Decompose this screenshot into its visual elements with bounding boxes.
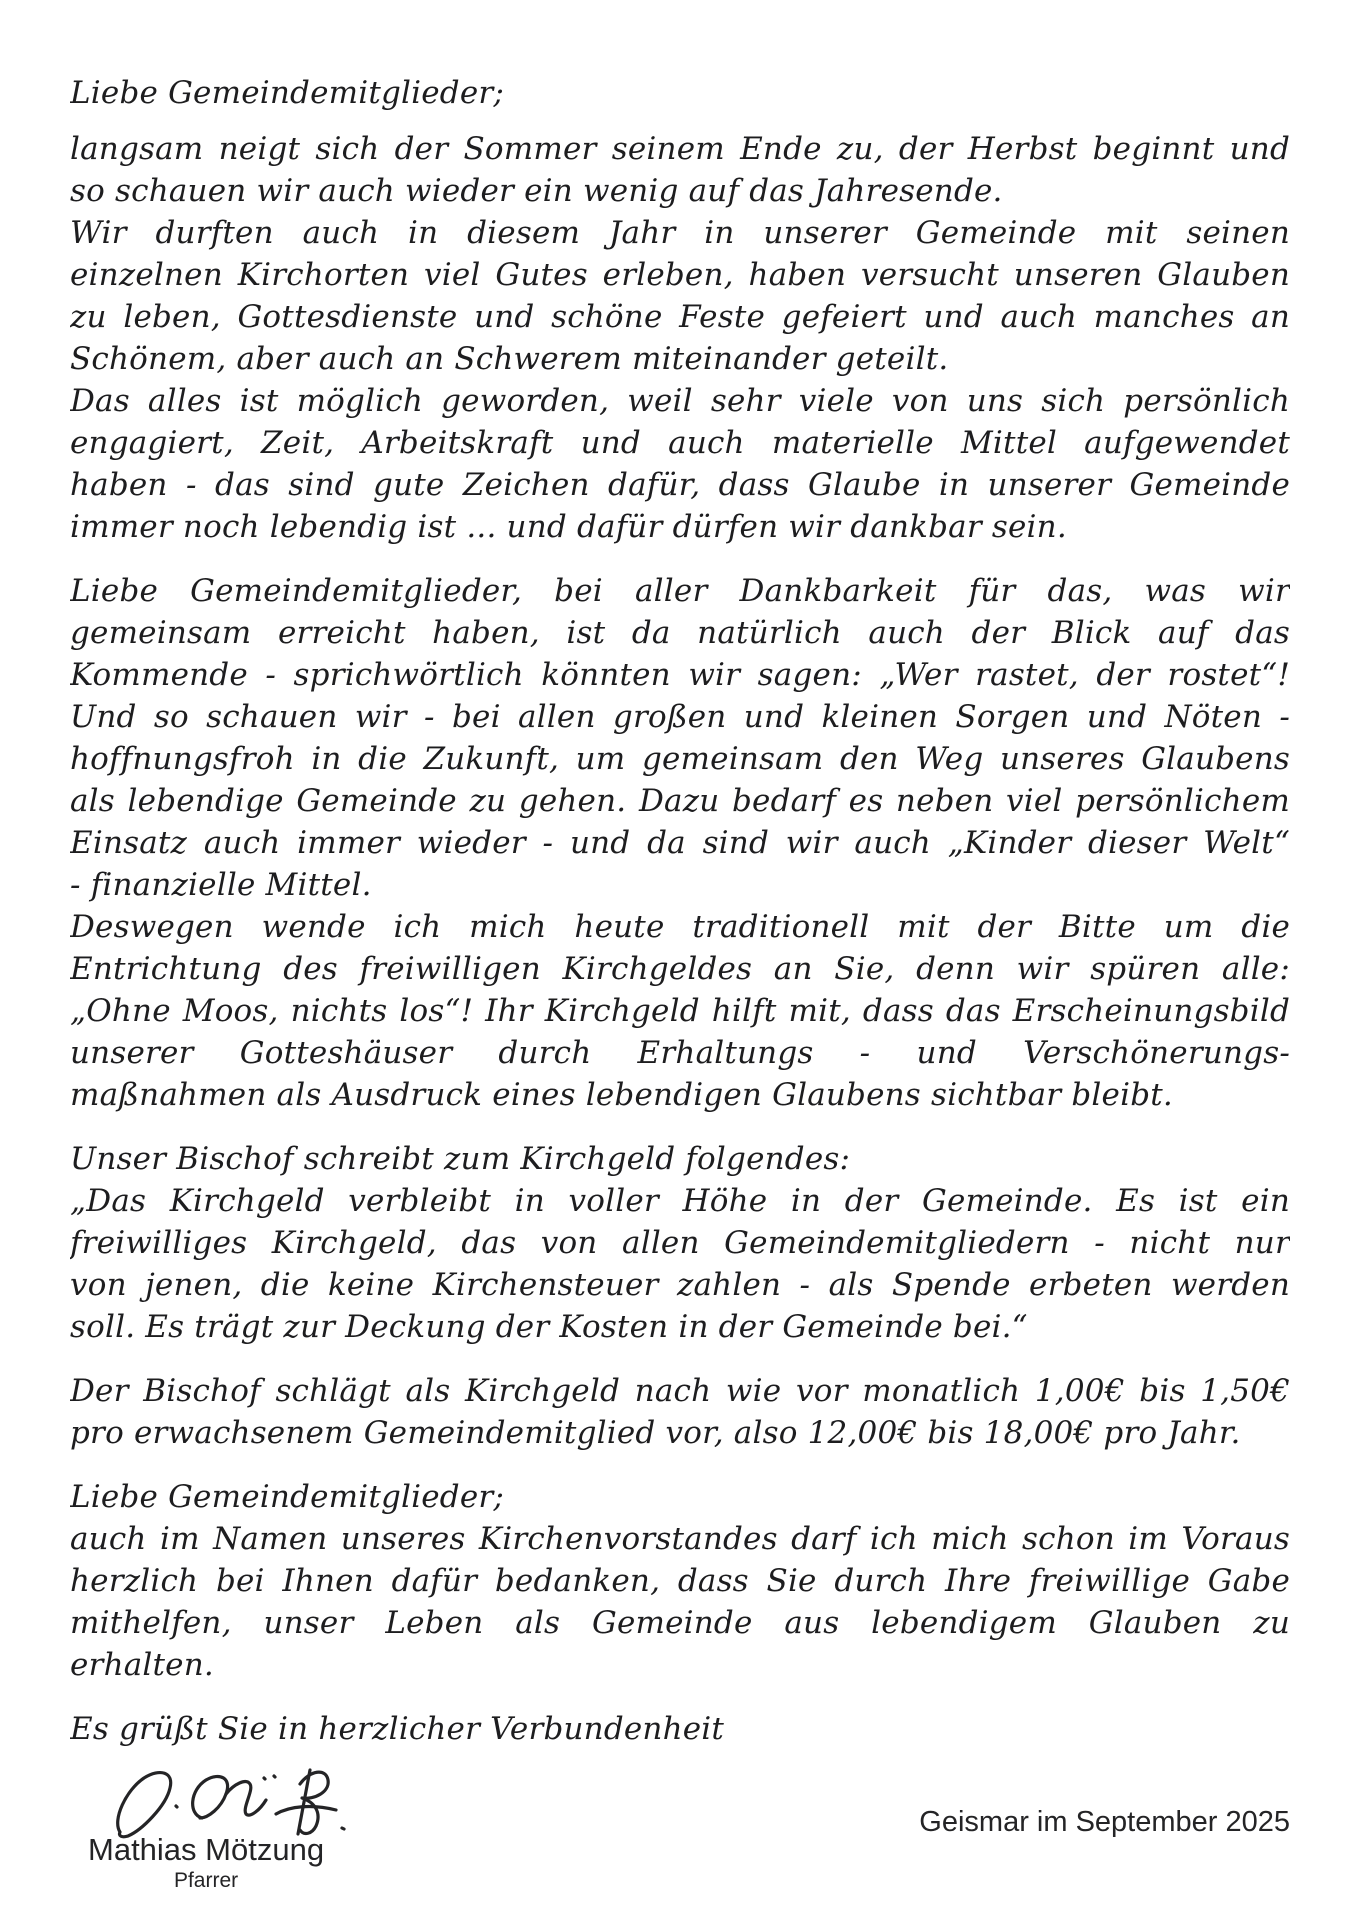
letter-body: [70, 72, 1290, 1750]
text-line: haben - das sind gute Zeichen dafür, dass Glaube in unserer Gemeinde: [70, 467, 1290, 503]
text-line: als lebendige Gemeinde zu gehen. Dazu bedarf es neben viel persönlichem: [70, 783, 1290, 819]
text-line: unserer Gotteshäuser durch Erhaltungs - und Verschönerungs-: [70, 1035, 1290, 1071]
text-line: Das alles ist möglich geworden, weil sehr viele von uns sich persönlich: [70, 383, 1290, 419]
text-line: Einsatz auch immer wieder - und da sind wir auch „Kinder dieser Welt“: [70, 825, 1290, 861]
signatory-name: Mathias Mötzung: [88, 1832, 325, 1867]
text-line: Liebe Gemeindemitglieder;: [70, 75, 505, 111]
paragraph: [70, 1138, 1290, 1348]
text-line: so schauen wir auch wieder ein wenig auf das Jahresende.: [70, 173, 1003, 209]
text-line: Liebe Gemeindemitglieder, bei aller Dankbarkeit für das, was wir: [70, 573, 1290, 609]
text-line: Liebe Gemeindemitglieder;: [70, 1479, 505, 1515]
text-line: Entrichtung des freiwilligen Kirchgeldes an Sie, denn wir spüren alle:: [70, 951, 1290, 987]
text-line: - finanzielle Mittel.: [70, 867, 372, 903]
place-and-date: Geismar im September 2025: [919, 1806, 1290, 1838]
text-line: erhalten.: [70, 1647, 214, 1683]
signatory-role: Pfarrer: [173, 1869, 239, 1892]
text-line: Und so schauen wir - bei allen großen und kleinen Sorgen und Nöten -: [70, 699, 1290, 735]
paragraph: [70, 570, 1290, 1116]
text-line: einzelnen Kirchorten viel Gutes erleben, haben versucht unseren Glauben: [70, 257, 1290, 293]
text-line: „Ohne Moos, nichts los“! Ihr Kirchgeld hilft mit, dass das Erscheinungsbild: [70, 993, 1290, 1029]
text-line: Kommende - sprichwörtlich könnten wir sagen: „Wer rastet, der rostet“!: [70, 657, 1290, 693]
text-line: Unser Bischof schreibt zum Kirchgeld folgendes:: [70, 1141, 851, 1177]
text-line: Schönem, aber auch an Schwerem miteinander geteilt.: [70, 341, 949, 377]
text-line: maßnahmen als Ausdruck eines lebendigen Glaubens sichtbar bleibt.: [70, 1077, 1173, 1113]
paragraph: [70, 1708, 1290, 1750]
text-line: engagiert, Zeit, Arbeitskraft und auch materielle Mittel aufgewendet: [70, 425, 1290, 461]
paragraph: [70, 1476, 1290, 1686]
text-line: immer noch lebendig ist ... und dafür dürfen wir dankbar sein.: [70, 509, 1067, 545]
paragraph: [70, 1370, 1290, 1454]
text-line: langsam neigt sich der Sommer seinem Ende zu, der Herbst beginnt und: [70, 131, 1290, 167]
text-line: Deswegen wende ich mich heute traditionell mit der Bitte um die: [70, 909, 1290, 945]
text-line: Der Bischof schlägt als Kirchgeld nach wie vor monatlich 1,00€ bis 1,50€: [70, 1373, 1290, 1409]
text-line: zu leben, Gottesdienste und schöne Feste gefeiert und auch manches an: [70, 299, 1290, 335]
text-line: auch im Namen unseres Kirchenvorstandes darf ich mich schon im Voraus: [70, 1521, 1290, 1557]
text-line: Wir durften auch in diesem Jahr in unserer Gemeinde mit seinen: [70, 215, 1290, 251]
text-line: von jenen, die keine Kirchensteuer zahlen - als Spende erbeten werden: [70, 1267, 1290, 1303]
text-line: hoffnungsfroh in die Zukunft, um gemeinsam den Weg unseres Glaubens: [70, 741, 1290, 777]
text-line: freiwilliges Kirchgeld, das von allen Gemeindemitgliedern - nicht nur: [70, 1225, 1290, 1261]
paragraph: [70, 128, 1290, 548]
text-line: „Das Kirchgeld verbleibt in voller Höhe in der Gemeinde. Es ist ein: [70, 1183, 1290, 1219]
text-line: Es grüßt Sie in herzlicher Verbundenheit: [70, 1711, 725, 1747]
text-line: soll. Es trägt zur Deckung der Kosten in der Gemeinde bei.“: [70, 1309, 1028, 1345]
text-line: pro erwachsenem Gemeindemitglied vor, also 12,00€ bis 18,00€ pro Jahr.: [70, 1415, 1241, 1451]
text-line: mithelfen, unser Leben als Gemeinde aus lebendigem Glauben zu: [70, 1605, 1290, 1641]
text-line: gemeinsam erreicht haben, ist da natürlich auch der Blick auf das: [70, 615, 1290, 651]
paragraph: [70, 72, 1290, 114]
text-line: herzlich bei Ihnen dafür bedanken, dass Sie durch Ihre freiwillige Gabe: [70, 1563, 1290, 1599]
